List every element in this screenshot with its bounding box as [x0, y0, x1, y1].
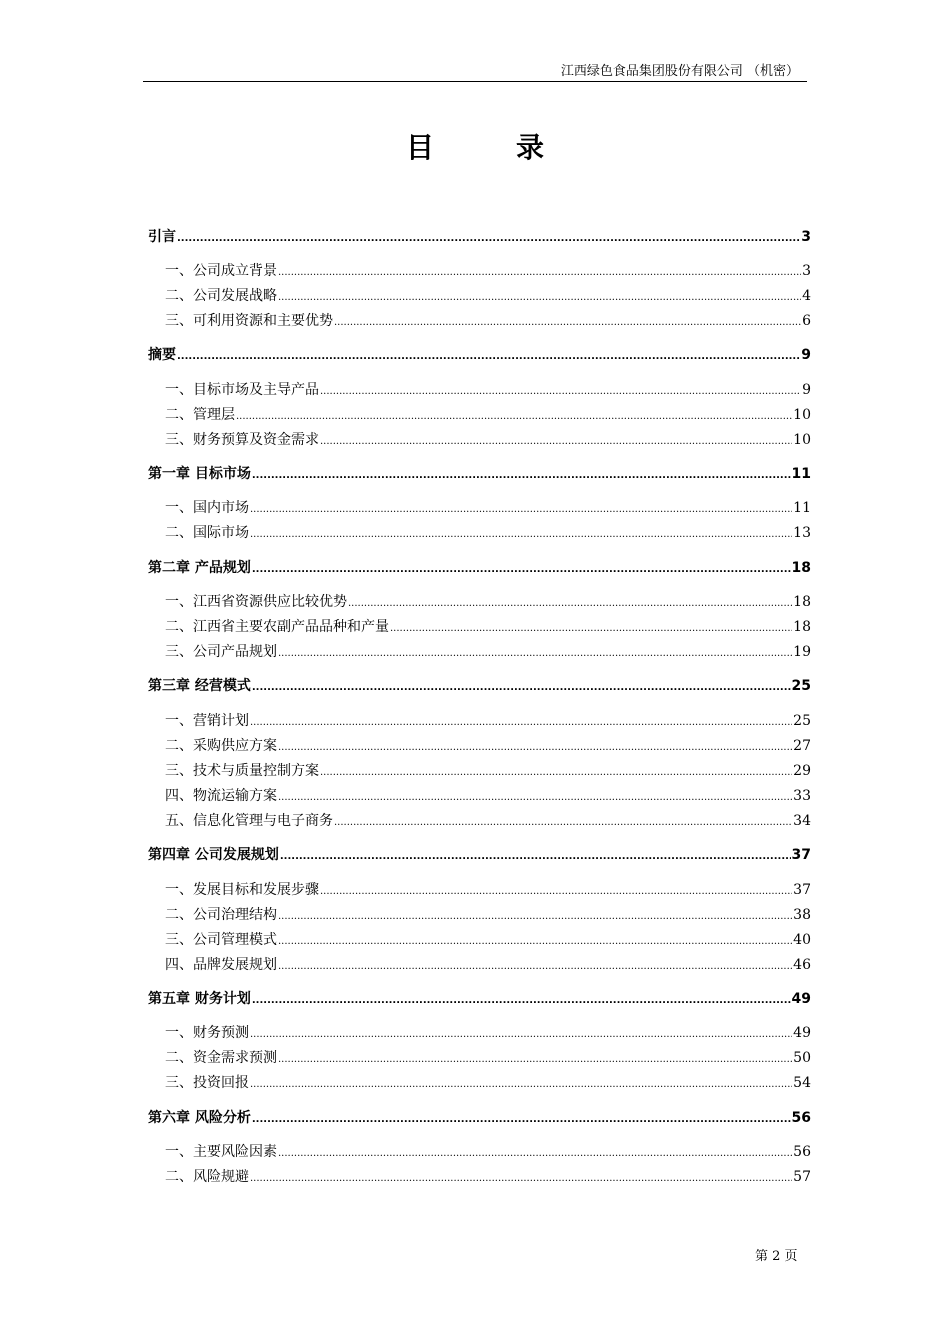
page-header — [143, 62, 807, 82]
toc-leader-dots — [250, 525, 792, 545]
toc-entry-page: 50 — [793, 1050, 811, 1066]
toc-section-entry[interactable] — [148, 1023, 811, 1043]
toc-entry-page: 37 — [793, 882, 811, 898]
toc-leader-dots — [250, 1075, 792, 1095]
toc-chapter-entry[interactable] — [148, 1108, 811, 1128]
toc-entry-page: 10 — [793, 407, 811, 423]
title-char-2: 录 — [516, 131, 545, 164]
toc-entry-label: 二、公司治理结构 — [165, 907, 277, 923]
toc-entry-label: 一、主要风险因素 — [165, 1144, 277, 1160]
toc-entry-label: 二、江西省主要农副产品品种和产量 — [165, 619, 389, 635]
toc-leader-dots — [278, 907, 792, 927]
toc-leader-dots — [280, 847, 791, 867]
toc-leader-dots — [250, 713, 792, 733]
toc-entry-label: 第五章 财务计划 — [148, 991, 251, 1007]
header-text: 江西绿色食品集团股份有限公司 （机密） — [560, 64, 799, 79]
toc-section-entry[interactable] — [148, 286, 811, 306]
toc-section-entry[interactable] — [148, 592, 811, 612]
toc-entry-label: 三、公司产品规划 — [165, 644, 277, 660]
toc-entry-page: 38 — [793, 907, 811, 923]
toc-entry-label: 四、品牌发展规划 — [165, 957, 277, 973]
toc-leader-dots — [252, 678, 791, 698]
toc-leader-dots — [278, 788, 792, 808]
page-footer — [755, 1247, 798, 1267]
toc-entry-page: 40 — [793, 932, 811, 948]
toc-entry-label: 二、风险规避 — [165, 1169, 249, 1185]
toc-leader-dots — [278, 932, 792, 952]
toc-leader-dots — [252, 560, 791, 580]
toc-entry-label: 三、技术与质量控制方案 — [165, 763, 319, 779]
toc-section-entry[interactable] — [148, 955, 811, 975]
toc-leader-dots — [320, 382, 801, 402]
toc-entry-label: 第一章 目标市场 — [148, 466, 251, 482]
toc-leader-dots — [250, 500, 792, 520]
toc-entry-page: 3 — [801, 229, 811, 245]
toc-chapter-entry[interactable] — [148, 989, 811, 1009]
toc-section-entry[interactable] — [148, 905, 811, 925]
toc-leader-dots — [177, 229, 800, 249]
toc-leader-dots — [252, 466, 791, 486]
toc-leader-dots — [252, 991, 791, 1011]
toc-leader-dots — [278, 263, 801, 283]
toc-section-entry[interactable] — [148, 736, 811, 756]
toc-section-entry[interactable] — [148, 1167, 811, 1187]
toc-entry-label: 二、公司发展战略 — [165, 288, 277, 304]
toc-entry-label: 三、投资回报 — [165, 1075, 249, 1091]
toc-entry-label: 一、国内市场 — [165, 500, 249, 516]
toc-entry-label: 引言 — [148, 229, 176, 245]
toc-section-entry[interactable] — [148, 380, 811, 400]
toc-entry-page: 18 — [791, 560, 811, 576]
toc-entry-page: 11 — [793, 500, 811, 516]
toc-section-entry[interactable] — [148, 430, 811, 450]
toc-chapter-entry[interactable] — [148, 464, 811, 484]
toc-section-entry[interactable] — [148, 311, 811, 331]
page-title — [0, 128, 950, 168]
toc-entry-page: 6 — [802, 313, 811, 329]
toc-entry-page: 10 — [793, 432, 811, 448]
toc-entry-label: 第三章 经营模式 — [148, 678, 251, 694]
toc-entry-page: 46 — [793, 957, 811, 973]
toc-chapter-entry[interactable] — [148, 558, 811, 578]
toc-entry-page: 4 — [802, 288, 811, 304]
toc-entry-page: 18 — [793, 594, 811, 610]
toc-leader-dots — [278, 644, 792, 664]
toc-entry-page: 49 — [793, 1025, 811, 1041]
toc-leader-dots — [320, 882, 792, 902]
toc-entry-page: 19 — [793, 644, 811, 660]
toc-leader-dots — [320, 432, 792, 452]
toc-section-entry[interactable] — [148, 1073, 811, 1093]
toc-leader-dots — [252, 1110, 791, 1130]
toc-leader-dots — [348, 594, 792, 614]
toc-section-entry[interactable] — [148, 642, 811, 662]
toc-entry-page: 3 — [802, 263, 811, 279]
toc-leader-dots — [250, 1025, 792, 1045]
toc-entry-label: 二、采购供应方案 — [165, 738, 277, 754]
toc-entry-label: 摘要 — [148, 347, 176, 363]
toc-chapter-entry[interactable] — [148, 845, 811, 865]
toc-leader-dots — [334, 313, 801, 333]
toc-entry-page: 11 — [791, 466, 811, 482]
toc-entry-page: 25 — [791, 678, 811, 694]
toc-entry-label: 二、国际市场 — [165, 525, 249, 541]
toc-entry-label: 三、财务预算及资金需求 — [165, 432, 319, 448]
page-number: 第 2 页 — [755, 1249, 798, 1264]
toc-entry-page: 29 — [793, 763, 811, 779]
toc-section-entry[interactable] — [148, 523, 811, 543]
toc-leader-dots — [236, 407, 792, 427]
toc-section-entry[interactable] — [148, 1048, 811, 1068]
toc-entry-label: 一、营销计划 — [165, 713, 249, 729]
toc-section-entry[interactable] — [148, 498, 811, 518]
toc-entry-label: 第六章 风险分析 — [148, 1110, 251, 1126]
toc-entry-page: 9 — [801, 347, 811, 363]
toc-entry-page: 9 — [802, 382, 811, 398]
toc-section-entry[interactable] — [148, 711, 811, 731]
toc-entry-page: 34 — [793, 813, 811, 829]
toc-section-entry[interactable] — [148, 786, 811, 806]
toc-entry-label: 第四章 公司发展规划 — [148, 847, 279, 863]
toc-section-entry[interactable] — [148, 811, 811, 831]
toc-entry-label: 一、目标市场及主导产品 — [165, 382, 319, 398]
toc-section-entry[interactable] — [148, 761, 811, 781]
toc-leader-dots — [278, 288, 801, 308]
toc-section-entry[interactable] — [148, 617, 811, 637]
toc-entry-label: 五、信息化管理与电子商务 — [165, 813, 333, 829]
toc-entry-label: 一、江西省资源供应比较优势 — [165, 594, 347, 610]
toc-leader-dots — [334, 813, 792, 833]
toc-entry-label: 一、财务预测 — [165, 1025, 249, 1041]
toc-section-entry[interactable] — [148, 261, 811, 281]
toc-entry-page: 13 — [793, 525, 811, 541]
toc-entry-page: 57 — [793, 1169, 811, 1185]
toc-entry-label: 一、公司成立背景 — [165, 263, 277, 279]
toc-leader-dots — [278, 1144, 792, 1164]
toc-section-entry[interactable] — [148, 930, 811, 950]
toc-entry-label: 四、物流运输方案 — [165, 788, 277, 804]
toc-entry-label: 三、公司管理模式 — [165, 932, 277, 948]
toc-entry-label: 二、管理层 — [165, 407, 235, 423]
toc-entry-page: 56 — [791, 1110, 811, 1126]
toc-entry-label: 一、发展目标和发展步骤 — [165, 882, 319, 898]
toc-chapter-entry[interactable] — [148, 676, 811, 696]
toc-leader-dots — [177, 347, 800, 367]
toc-entry-page: 18 — [793, 619, 811, 635]
toc-entry-label: 第二章 产品规划 — [148, 560, 251, 576]
toc-entry-page: 33 — [793, 788, 811, 804]
toc-entry-label: 二、资金需求预测 — [165, 1050, 277, 1066]
toc-entry-label: 三、可利用资源和主要优势 — [165, 313, 333, 329]
toc-section-entry[interactable] — [148, 1142, 811, 1162]
toc-leader-dots — [278, 1050, 792, 1070]
toc-entry-page: 49 — [791, 991, 811, 1007]
toc-leader-dots — [278, 738, 792, 758]
toc-chapter-entry[interactable] — [148, 345, 811, 365]
toc-entry-page: 25 — [793, 713, 811, 729]
toc-section-entry[interactable] — [148, 405, 811, 425]
toc-section-entry[interactable] — [148, 880, 811, 900]
toc-entry-page: 54 — [793, 1075, 811, 1091]
toc-leader-dots — [278, 957, 792, 977]
toc-entry-page: 37 — [791, 847, 811, 863]
toc-leader-dots — [320, 763, 792, 783]
toc-entry-page: 27 — [793, 738, 811, 754]
toc-entry-page: 56 — [793, 1144, 811, 1160]
toc-chapter-entry[interactable] — [148, 227, 811, 247]
toc-leader-dots — [250, 1169, 792, 1189]
title-char-1: 目 — [405, 131, 434, 164]
toc-leader-dots — [390, 619, 792, 639]
